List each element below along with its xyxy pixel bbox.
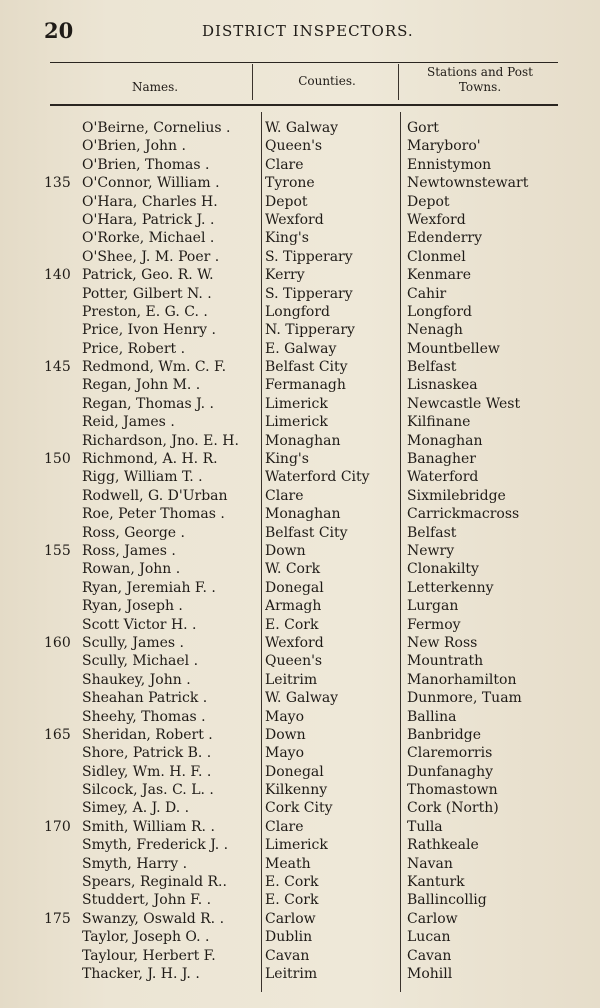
county: E. Cork xyxy=(265,616,319,633)
list-item xyxy=(0,432,600,450)
list-item xyxy=(0,395,600,413)
list-item xyxy=(0,652,600,670)
station: Rathkeale xyxy=(407,837,479,854)
county: Queen's xyxy=(265,653,323,670)
station: Carlow xyxy=(407,910,458,927)
station: Belfast xyxy=(407,359,457,376)
county: Cavan xyxy=(265,947,310,964)
row-number: 170 xyxy=(44,818,71,835)
list-item xyxy=(0,156,600,174)
list-item xyxy=(0,634,600,652)
inspector-name: Silcock, Jas. C. L. . xyxy=(82,782,214,799)
station: Edenderry xyxy=(407,230,483,247)
station: Dunfanaghy xyxy=(407,763,494,780)
list-item xyxy=(0,799,600,817)
inspector-name: Taylor, Joseph O. . xyxy=(82,929,210,946)
county: Armagh xyxy=(265,598,322,615)
list-item xyxy=(0,947,600,965)
station: Claremorris xyxy=(407,745,493,762)
county: Belfast City xyxy=(265,359,348,376)
inspector-name: Shaukey, John . xyxy=(82,671,191,688)
list-item xyxy=(0,229,600,247)
row-number: 150 xyxy=(44,451,71,468)
inspector-name: O'Shee, J. M. Poer . xyxy=(82,248,220,265)
county: Carlow xyxy=(265,910,316,927)
station: Mountrath xyxy=(407,653,484,670)
inspector-name: Ryan, Joseph . xyxy=(82,598,183,615)
station: Depot xyxy=(407,193,450,210)
inspector-name: Taylour, Herbert F. xyxy=(82,947,216,964)
station: Clonmel xyxy=(407,248,466,265)
county: W. Cork xyxy=(265,561,321,578)
list-item xyxy=(0,671,600,689)
county: Monaghan xyxy=(265,432,341,449)
inspector-name: Simey, A. J. D. . xyxy=(82,800,190,817)
row-number: 165 xyxy=(44,726,71,743)
station: Carrickmacross xyxy=(407,506,520,523)
inspector-name: Smyth, Frederick J. . xyxy=(82,837,229,854)
list-item xyxy=(0,616,600,634)
inspector-name: Shore, Patrick B. . xyxy=(82,745,212,762)
inspector-name: Spears, Reginald R.. xyxy=(82,874,227,891)
row-number: 140 xyxy=(44,267,71,284)
inspector-name: Rigg, William T. . xyxy=(82,469,203,486)
county: Down xyxy=(265,726,306,743)
county: Limerick xyxy=(265,395,328,412)
list-item xyxy=(0,689,600,707)
inspector-name: Studdert, John F. . xyxy=(82,892,212,909)
station: Cork (North) xyxy=(407,800,499,817)
list-item xyxy=(0,965,600,983)
station: Newtownstewart xyxy=(407,175,529,192)
list-item xyxy=(0,836,600,854)
inspector-name: Richardson, Jno. E. H. xyxy=(82,432,239,449)
county: Clare xyxy=(265,487,304,504)
station: Banagher xyxy=(407,451,476,468)
inspector-name: Sheehy, Thomas . xyxy=(82,708,206,725)
station: Cavan xyxy=(407,947,452,964)
list-item xyxy=(0,303,600,321)
list-item xyxy=(0,468,600,486)
column-header-counties: Counties. xyxy=(298,74,356,88)
inspector-name: Regan, Thomas J. . xyxy=(82,395,214,412)
station: Tulla xyxy=(407,818,443,835)
list-item xyxy=(0,524,600,542)
county: Leitrim xyxy=(265,671,318,688)
list-item xyxy=(0,174,600,192)
list-item xyxy=(0,597,600,615)
county: Depot xyxy=(265,193,308,210)
county: E. Cork xyxy=(265,892,319,909)
county: Wexford xyxy=(265,634,324,651)
inspector-name: Price, Robert . xyxy=(82,340,186,357)
list-item xyxy=(0,211,600,229)
inspector-name: Scully, James . xyxy=(82,634,184,651)
county: Kilkenny xyxy=(265,782,328,799)
list-item xyxy=(0,266,600,284)
inspector-name: O'Beirne, Cornelius . xyxy=(82,120,231,136)
inspector-name: O'Connor, William . xyxy=(82,175,220,192)
county: Queen's xyxy=(265,138,323,155)
station: Lucan xyxy=(407,929,451,946)
inspector-list xyxy=(0,119,600,983)
list-item xyxy=(0,487,600,505)
station: Newry xyxy=(407,542,455,559)
list-item xyxy=(0,928,600,946)
county: Limerick xyxy=(265,414,328,431)
county: Monaghan xyxy=(265,506,341,523)
station: Newcastle West xyxy=(407,395,521,412)
row-number: 155 xyxy=(44,542,71,559)
header-divider-2 xyxy=(398,64,399,100)
county: Longford xyxy=(265,303,330,320)
header-bottom-rule xyxy=(50,104,558,106)
inspector-name: Ryan, Jeremiah F. . xyxy=(82,579,216,596)
station: Dunmore, Tuam xyxy=(407,690,522,707)
list-item xyxy=(0,891,600,909)
list-item xyxy=(0,340,600,358)
list-item xyxy=(0,744,600,762)
page-header xyxy=(0,18,600,48)
station: Mohill xyxy=(407,965,453,982)
list-item xyxy=(0,910,600,928)
list-item xyxy=(0,358,600,376)
county: Meath xyxy=(265,855,311,872)
county: Donegal xyxy=(265,579,324,596)
row-number: 175 xyxy=(44,910,71,927)
county: W. Galway xyxy=(265,690,339,707)
list-item xyxy=(0,321,600,339)
county: Leitrim xyxy=(265,965,318,982)
list-item xyxy=(0,248,600,266)
inspector-name: Roe, Peter Thomas . xyxy=(82,506,225,523)
station: Nenagh xyxy=(407,322,463,339)
station: Thomastown xyxy=(407,782,498,799)
station: Belfast xyxy=(407,524,457,541)
inspector-name: Sheahan Patrick . xyxy=(82,690,208,707)
county: Kerry xyxy=(265,267,305,284)
inspector-name: Sheridan, Robert . xyxy=(82,726,213,743)
station: Lurgan xyxy=(407,598,459,615)
county: N. Tipperary xyxy=(265,322,355,339)
inspector-name: Ross, George . xyxy=(82,524,185,541)
county: Limerick xyxy=(265,837,328,854)
county: E. Galway xyxy=(265,340,337,357)
station: New Ross xyxy=(407,634,478,651)
list-item xyxy=(0,708,600,726)
inspector-name: Rowan, John . xyxy=(82,561,181,578)
station: Wexford xyxy=(407,211,466,228)
station: Navan xyxy=(407,855,453,872)
county: Fermanagh xyxy=(265,377,346,394)
header-top-rule xyxy=(50,62,558,63)
inspector-name: Swanzy, Oswald R. . xyxy=(82,910,225,927)
list-item xyxy=(0,119,600,137)
station: Ennistymon xyxy=(407,156,492,173)
list-item xyxy=(0,560,600,578)
county: Wexford xyxy=(265,211,324,228)
list-item xyxy=(0,781,600,799)
list-item xyxy=(0,505,600,523)
inspector-name: Redmond, Wm. C. F. xyxy=(82,359,227,376)
station: Sixmilebridge xyxy=(407,487,506,504)
inspector-name: Smyth, Harry . xyxy=(82,855,188,872)
list-item xyxy=(0,413,600,431)
county: Tyrone xyxy=(265,175,315,192)
county: Clare xyxy=(265,818,304,835)
inspector-name: Smith, William R. . xyxy=(82,818,215,835)
county: S. Tipperary xyxy=(265,248,353,265)
county: Down xyxy=(265,542,306,559)
list-item xyxy=(0,579,600,597)
inspector-name: Potter, Gilbert N. . xyxy=(82,285,212,302)
inspector-name: O'Rorke, Michael . xyxy=(82,230,215,247)
county: Cork City xyxy=(265,800,333,817)
list-item xyxy=(0,855,600,873)
station: Kenmare xyxy=(407,267,471,284)
county: Clare xyxy=(265,156,304,173)
list-item xyxy=(0,873,600,891)
county: Waterford City xyxy=(265,469,370,486)
list-item xyxy=(0,818,600,836)
station: Fermoy xyxy=(407,616,461,633)
inspector-name: Richmond, A. H. R. xyxy=(82,451,218,468)
inspector-name: Ross, James . xyxy=(82,542,176,559)
row-number: 135 xyxy=(44,175,71,192)
column-header-names: Names. xyxy=(131,80,179,94)
list-item xyxy=(0,193,600,211)
inspector-name: Patrick, Geo. R. W. xyxy=(82,267,214,284)
header-divider-1 xyxy=(252,64,253,100)
county: Donegal xyxy=(265,763,324,780)
station: Waterford xyxy=(407,469,479,486)
inspector-name: O'Hara, Charles H. xyxy=(82,193,218,210)
county: King's xyxy=(265,230,309,247)
station: Manorhamilton xyxy=(407,671,517,688)
column-header-stations: Stations and Post Towns. xyxy=(427,65,533,94)
station: Kilfinane xyxy=(407,414,471,431)
county: W. Galway xyxy=(265,120,339,136)
county: Belfast City xyxy=(265,524,348,541)
list-item xyxy=(0,763,600,781)
county: Mayo xyxy=(265,708,305,725)
page-number: 20 xyxy=(44,18,74,43)
inspector-name: Price, Ivon Henry . xyxy=(82,322,216,339)
county: Mayo xyxy=(265,745,305,762)
inspector-name: Regan, John M. . xyxy=(82,377,201,394)
station: Longford xyxy=(407,303,472,320)
station: Ballincollig xyxy=(407,892,487,909)
inspector-name: Thacker, J. H. J. . xyxy=(82,965,200,982)
list-item xyxy=(0,137,600,155)
list-item xyxy=(0,285,600,303)
row-number: 145 xyxy=(44,359,71,376)
inspector-name: Rodwell, G. D'Urban xyxy=(82,487,228,504)
station: Gort xyxy=(407,120,439,136)
county: Dublin xyxy=(265,929,313,946)
station: Kanturk xyxy=(407,874,465,891)
inspector-name: Scully, Michael . xyxy=(82,653,199,670)
station: Ballina xyxy=(407,708,457,725)
station: Monaghan xyxy=(407,432,483,449)
list-item xyxy=(0,450,600,468)
station: Clonakilty xyxy=(407,561,479,578)
list-item xyxy=(0,726,600,744)
inspector-name: O'Brien, John . xyxy=(82,138,186,155)
inspector-name: Scott Victor H. . xyxy=(82,616,197,633)
inspector-name: Preston, E. G. C. . xyxy=(82,303,208,320)
station: Cahir xyxy=(407,285,447,302)
station: Letterkenny xyxy=(407,579,494,596)
inspector-name: Reid, James . xyxy=(82,414,175,431)
page-title: DISTRICT INSPECTORS. xyxy=(202,22,414,40)
row-number: 160 xyxy=(44,634,71,651)
list-item xyxy=(0,376,600,394)
list-item xyxy=(0,542,600,560)
county: E. Cork xyxy=(265,874,319,891)
county: S. Tipperary xyxy=(265,285,353,302)
station: Mountbellew xyxy=(407,340,500,357)
station: Lisnaskea xyxy=(407,377,478,394)
station: Banbridge xyxy=(407,726,481,743)
county: King's xyxy=(265,451,309,468)
station: Maryboro' xyxy=(407,138,481,155)
inspector-name: O'Hara, Patrick J. . xyxy=(82,211,215,228)
inspector-name: O'Brien, Thomas . xyxy=(82,156,210,173)
inspector-name: Sidley, Wm. H. F. . xyxy=(82,763,212,780)
